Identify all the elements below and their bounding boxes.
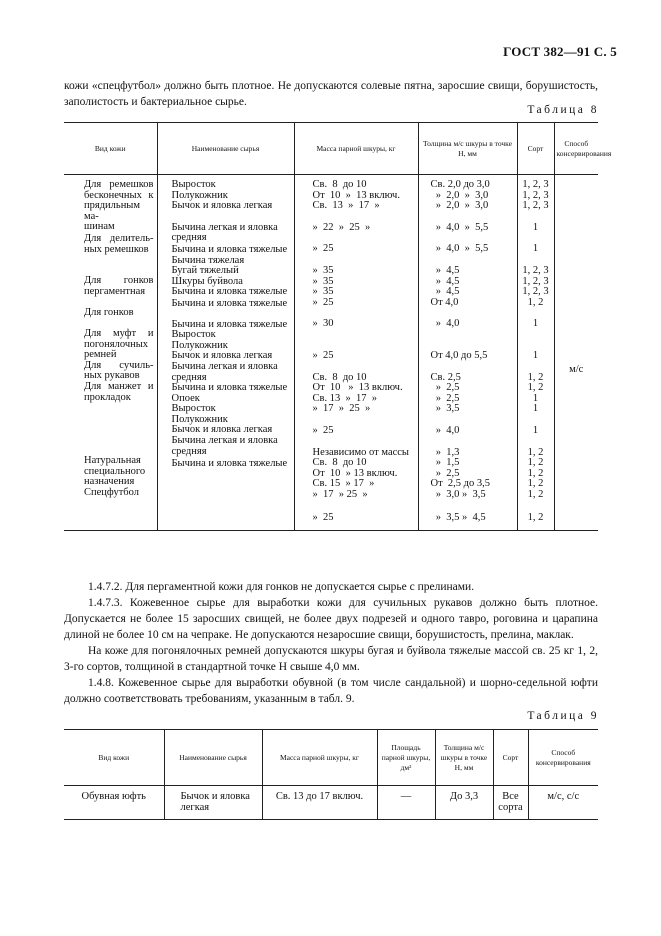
t9-col-header-kind: Вид кожи xyxy=(64,730,164,786)
kind-cell: Для ремешков бесконечных к прядильным ма- шинам Для делитель- ных ремешков Для гонков пергаментная Для гонков Для муфт и погонялочных ремней Для сучиль- ных рукавов Для манжет и прокладок Натуральная специального назначения Спецфутбол xyxy=(64,175,157,531)
t9-thickness-cell: До 3,3 xyxy=(435,786,493,820)
paragraph-1-4-7-3: 1.4.7.3. Кожевенное сырье для выработки кожи для сучильных рукавов должно быть плотное. Допускается не более 15 заросших свищей, не более двух подрезей и одного тавро, роговина и царапина длиной не более 10 см на чепраке. Не допускаются незаросшие свищи, борушистость, прелина, маклак. xyxy=(64,597,598,641)
table-row xyxy=(64,786,598,820)
method-cell: м/с xyxy=(554,175,598,531)
t9-col-header-mass: Масса парной шкуры, кг xyxy=(262,730,377,786)
sort-cell: 1, 2, 3 1, 2, 3 1, 2, 3 1 1 1, 2, 3 1, 2, 3 1, 2, 3 1, 2 1 1 1, 2 1, 2 1 1 1 1, 2 1, 2 1, 2 1, 2 1, 2 1, 2 xyxy=(517,175,554,531)
table8-label: Таблица 8 xyxy=(527,104,599,116)
intro-paragraph: кожи «спецфутбол» должно быть плотное. Не допускаются солевые пятна, заросшие свищи, борушистость, заполистость и бактериальное сырье. xyxy=(64,80,598,108)
t9-kind-cell: Обувная юфть xyxy=(64,786,164,820)
table-row xyxy=(64,175,598,531)
t9-col-header-sort: Сорт xyxy=(493,730,528,786)
paragraph-1-4-8: 1.4.8. Кожевенное сырье для выработки обувной (в том числе сандальной) и шорно-седельной юфти должно соответствовать требованиям, указанным в табл. 9. xyxy=(64,677,598,705)
col-header-thickness: Толщина м/с шкуры в точке H, мм xyxy=(418,123,517,175)
table-8 xyxy=(64,122,612,531)
col-header-method: Способ консервирования xyxy=(554,123,598,175)
t9-col-header-area: Площадь парной шкуры, дм² xyxy=(377,730,435,786)
raw-cell: Выросток Полукожник Бычок и яловка легкая Бычина легкая и яловка средняя Бычина и яловка тяжелые Бычина тяжелая Бугай тяжелый Шкуры буйвола Бычина и яловка тяжелые Бычина и яловка тяжелые Бычина и яловка тяжелые Выросток Полукожник Бычок и яловка легкая Бычина легкая и яловка средняя Бычина и яловка тяжелые Опоек Выросток Полукожник Бычок и яловка легкая Бычина легкая и яловка средняя Бычина и яловка тяжелые xyxy=(157,175,294,531)
col-header-kind: Вид кожи xyxy=(64,123,157,175)
col-header-sort: Сорт xyxy=(517,123,554,175)
table9-label: Таблица 9 xyxy=(527,710,599,722)
paragraph-pogonyalochnye: На коже для погонялочных ремней допускаются шкуры бугая и буйвола тяжелые массой св. 25 кг 1, 2, 3-го сортов, толщиной в стандартной точке H свыше 4,0 мм. xyxy=(64,645,598,673)
col-header-raw: Наименование сырья xyxy=(157,123,294,175)
t9-area-cell: — xyxy=(377,786,435,820)
thickness-cell: Св. 2,0 до 3,0 » 2,0 » 3,0 » 2,0 » 3,0 » 4,0 » 5,5 » 4,0 » 5,5 » 4,5 » 4,5 » 4,5 От 4,0 » 4,0 От 4,0 до 5,5 Св. 2,5 » 2,5 » 2,5 » 3,5 » 4,0 » 1,3 » 1,5 » 2,5 От 2,5 до 3,5 » 3,0 » 3,5 » 3,5 » 4,5 xyxy=(418,175,517,531)
t9-raw-cell: Бычок и яловка легкая xyxy=(164,786,262,820)
mass-cell: Св. 8 до 10 От 10 » 13 включ. Св. 13 » 17 » » 22 » 25 » » 25 » 35 » 35 » 35 » 25 » 30 » 25 Св. 8 до 10 От 10 » 13 включ. Св. 13 » 17 » » 17 » 25 » » 25 Независимо от массы Св. 8 до 10 От 10 » 13 включ. Св. 15 » 17 » » 17 » 25 » » 25 xyxy=(294,175,418,531)
table-9 xyxy=(64,729,598,820)
t9-method-cell: м/с, с/с xyxy=(528,786,598,820)
col-header-mass: Масса парной шкуры, кг xyxy=(294,123,418,175)
page-header: ГОСТ 382—91 С. 5 xyxy=(503,44,617,59)
t9-col-header-thickness: Толщина м/с шкуры в точке H, мм xyxy=(435,730,493,786)
paragraph-1-4-7-2: 1.4.7.2. Для пергаментной кожи для гонков не допускается сырье с прелинами. xyxy=(88,581,475,593)
t9-col-header-raw: Наименование сырья xyxy=(164,730,262,786)
t9-sort-cell: Все сорта xyxy=(493,786,528,820)
t9-col-header-method: Способ консервирования xyxy=(528,730,598,786)
t9-mass-cell: Св. 13 до 17 включ. xyxy=(262,786,377,820)
